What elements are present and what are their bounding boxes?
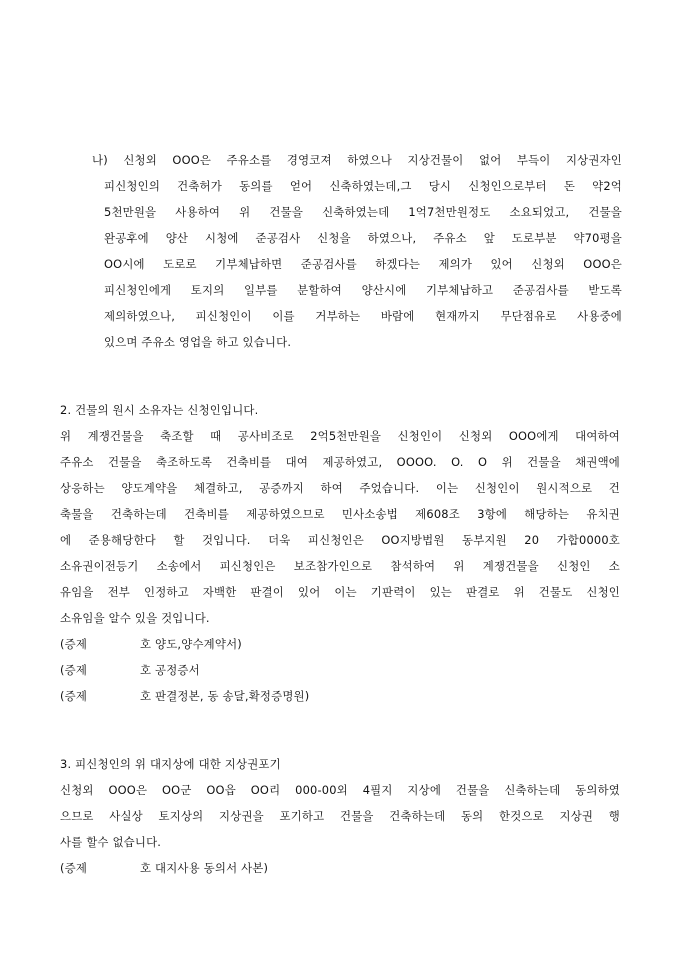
section-2-heading: 2. 건물의 원시 소유자는 신청인입니다. — [60, 403, 259, 417]
section-2-line-3: 상응하는 양도계약을 체결하고, 공증까지 하여 주었습니다. 이는 신청인이 원시적으로 건 — [60, 481, 620, 495]
section-2-line-5: 에 준용해당한다 할 것입니다. 더욱 피신청인은 OO지방법원 동부지원 20 가합0000호 — [60, 533, 620, 547]
evidence-text: 호 공정증서 — [140, 663, 200, 677]
evidence-item — [60, 636, 242, 652]
section-2-line-1: 위 계쟁건물을 축조할 때 공사비조로 2억5천만원을 신청인이 신청외 OOO에게 대여하여 — [60, 429, 620, 443]
section-2-line-7: 유임을 전부 인정하고 자백한 판결이 있어 이는 기판력이 있는 판결로 위 건물도 신청인 — [60, 585, 620, 599]
section-3-line-2: 으므로 사실상 토지상의 지상권을 포기하고 건물을 건축하는데 동의 한것으로 지상권 행 — [60, 809, 620, 823]
section-2-line-6: 소유권이전등기 소송에서 피신청인은 보조참가인으로 참석하여 위 계쟁건물을 신청인 소 — [60, 559, 620, 573]
section-na-line-1: 나) 신청외 OOO은 주유소를 경영코져 하였으나 지상건물이 없어 부득이 지상권자인 — [92, 153, 622, 167]
section-3-line-3: 사를 할수 없습니다. — [60, 835, 162, 849]
section-na-line-8: 있으며 주유소 영업을 하고 있습니다. — [104, 335, 292, 349]
section-na-line-7: 제의하였으나, 피신청인이 이를 거부하는 바람에 현재까지 무단점유로 사용중에 — [104, 309, 622, 323]
evidence-label: (증제 — [60, 663, 88, 677]
section-3-line-1: 신청외 OOO은 OO군 OO읍 OO리 000-00외 4필지 지상에 건물을 신축하는데 동의하였 — [60, 783, 620, 797]
evidence-label: (증제 — [60, 637, 88, 651]
evidence-item — [60, 688, 309, 704]
section-2-line-4: 축물을 건축하는데 건축비를 제공하였으므로 민사소송법 제608조 3항에 해당하는 유치권 — [60, 507, 620, 521]
section-na-line-2: 피신청인의 건축허가 동의를 얻어 신축하였는데,그 당시 신청인으로부터 돈 약2억 — [104, 179, 622, 193]
section-2-line-2: 주유소 건물을 축조하도록 건축비를 대여 제공하였고, OOOO. O. O 위 건물을 채권액에 — [60, 455, 620, 469]
evidence-item — [60, 860, 268, 876]
section-na-line-4: 완공후에 양산 시청에 준공검사 신청을 하였으나, 주유소 앞 도로부분 약70평을 — [104, 231, 622, 245]
section-3-heading: 3. 피신청인의 위 대지상에 대한 지상권포기 — [60, 757, 281, 771]
section-na-line-3: 5천만원을 사용하여 위 건물을 신축하였는데 1억7천만원정도 소요되었고, 건물을 — [104, 205, 622, 219]
evidence-text: 호 양도,양수계약서) — [140, 637, 242, 651]
section-2-line-8: 소유임을 알수 있을 것입니다. — [60, 611, 210, 625]
evidence-label: (증제 — [60, 861, 88, 875]
evidence-text: 호 판결정본, 동 송달,확정증명원) — [140, 689, 310, 703]
evidence-text: 호 대지사용 동의서 사본) — [140, 861, 269, 875]
evidence-label: (증제 — [60, 689, 88, 703]
section-na-line-6: 피신청인에게 토지의 일부를 분할하여 양산시에 기부체납하고 준공검사를 받도록 — [104, 283, 622, 297]
section-na-line-5: OO시에 도로로 기부체납하면 준공검사를 하겠다는 제의가 있어 신청외 OOO은 — [104, 257, 622, 271]
evidence-item — [60, 662, 200, 678]
